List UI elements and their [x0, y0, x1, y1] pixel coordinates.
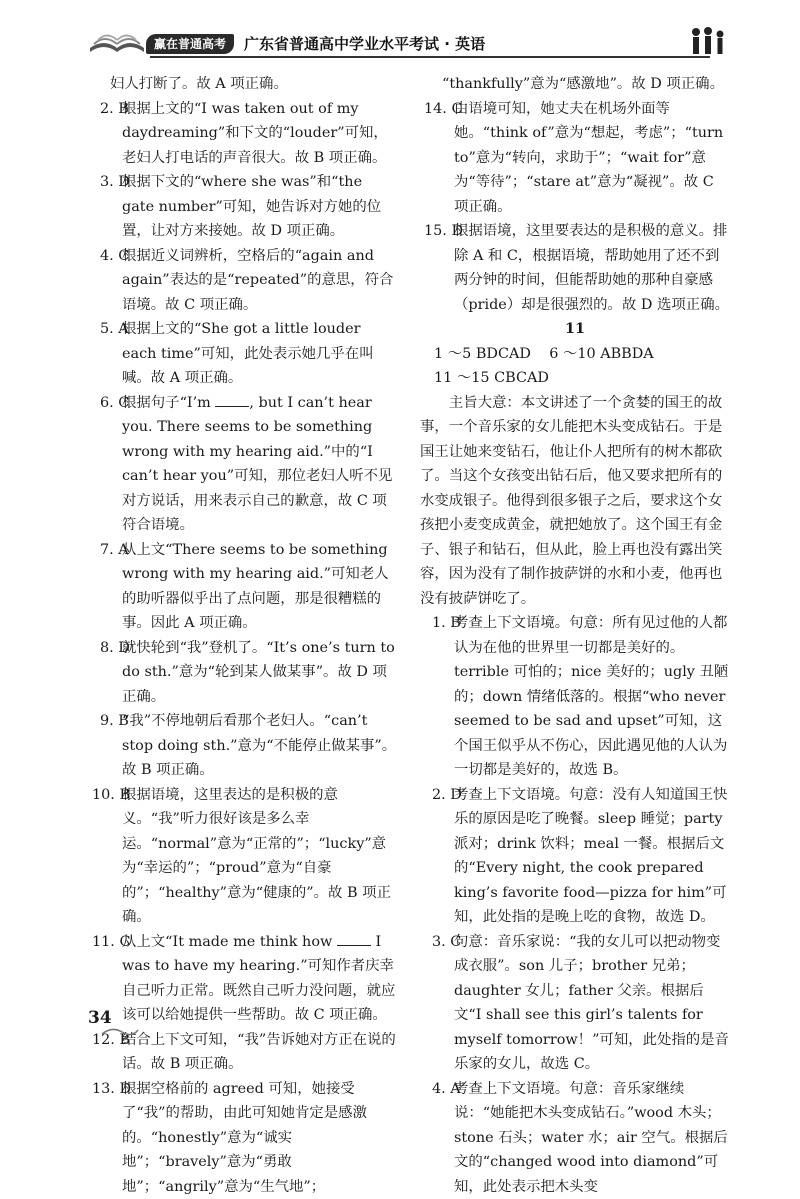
section-number: 11: [420, 317, 730, 342]
item-text-a: 根据句子“I’m: [122, 395, 215, 411]
fill-blank: [215, 394, 249, 407]
item-number: 12. B: [92, 1028, 130, 1053]
item-text: “我”不停地朝后看那个老妇人。“can’t stop doing sth.”意为“不能停止做某事”。故 B 项正确。: [122, 713, 396, 778]
item-number: 4. A: [432, 1077, 461, 1102]
item-text: 考查上下文语境。句意：所有见过他的人都认为在他的世界里一切都是美好的。terrible 可怕的；nice 美好的；ugly 丑陋的；down 情绪低落的。根据“who never seemed to be sad and upset”可知，这个国王似乎从不伤心，因此遇见他的人认为一切都是美好的，故选 B。: [454, 615, 728, 778]
right-column: [420, 72, 730, 1199]
answer-item-8: [88, 636, 398, 710]
item-number: 5. A: [100, 317, 129, 342]
answer-item-14: [420, 97, 730, 220]
item-text: 考查上下文语境。句意：没有人知道国王快乐的原因是吃了晚餐。sleep 睡觉；party 派对；drink 饮料；meal 一餐。根据后文的“Every night, the cook prepared king’s favorite food—pizza for him”可知，此处指的是晚上吃的食物，故选 D。: [454, 787, 727, 926]
item-text-a: 从上文“It made me think how: [122, 934, 337, 950]
summary-paragraph: 主旨大意：本文讲述了一个贪婪的国王的故事，一个音乐家的女儿能把木头变成钻石。于是国王让她来变钻石，他让仆人把所有的树木都砍了。当这个女孩变出钻石后，他又要求把所有的水变成银子。他得到很多银子之后，要求这个女孩把小麦变成黄金，就把她放了。这个国王有金子、银子和钻石，但从此，脸上再也没有露出笑容，因为没有了制作披萨饼的水和小麦，他再也没有披萨饼吃了。: [420, 391, 730, 612]
continued-paragraph: “thankfully”意为“感激地”。故 D 项正确。: [420, 72, 730, 97]
item-text: 就快轮到“我”登机了。“It’s one’s turn to do sth.”意为“轮到某人做某事”。故 D 项正确。: [122, 640, 395, 705]
item-text: 根据语境，这里要表达的是积极的意义。排除 A 和 C，根据语境，帮助她用了还不到两分钟的时间，但能帮助她的那种自豪感（pride）却是很强烈的。故 D 选项正确。: [454, 223, 729, 313]
item-number: 1. B: [432, 611, 461, 636]
answer-item-9: [88, 709, 398, 783]
item-number: 4. C: [100, 244, 129, 269]
continued-paragraph: 妇人打断了。故 A 项正确。: [88, 72, 398, 97]
answer-item-11: [88, 930, 398, 1028]
header-title: 广东省普通高中学业水平考试 · 英语: [244, 33, 485, 55]
open-book-icon: [88, 22, 146, 56]
answer-item-2: [88, 97, 398, 171]
item-number: 2. B: [100, 97, 129, 122]
item-text: 根据上文的“She got a little louder each time”可知，此处表示她几乎在叫喊。故 A 项正确。: [122, 321, 374, 386]
answer-item-10: [88, 783, 398, 930]
item-text-b: I was to have my hearing.”可知作者庆幸自己听力正常。既然自己听力没问题，就应该可以给她提供一些帮助。故 C 项正确。: [122, 934, 395, 1024]
page-header: [0, 0, 800, 72]
answer-item-13: [88, 1077, 398, 1199]
item-number: 10. B: [92, 783, 130, 808]
item-number: 9. B: [100, 709, 129, 734]
item-text: 结合上下文可知，“我”告诉她对方正在说的话。故 B 项正确。: [122, 1032, 396, 1073]
item-text: 根据语境，这里表达的是积极的意义。“我”听力很好该是多么幸运。“normal”意为“正常的”；“lucky”意为“幸运的”；“proud”意为“自豪的”；“healthy”意为“健康的”。故 B 项正确。: [122, 787, 391, 926]
item-text: 从上文“There seems to be something wrong with my hearing aid.”可知老人的助听器似乎出了点问题，那是很糟糕的事。因此 A 项正确。: [122, 542, 389, 632]
answer-item-7: [88, 538, 398, 636]
explain-item-4: [420, 1077, 730, 1199]
answer-item-6: [88, 391, 398, 538]
item-number: 6. C: [100, 391, 129, 416]
item-text: 由语境可知，她丈夫在机场外面等她。“think of”意为“想起，考虑”；“turn to”意为“转向，求助于”；“wait for”意为“等待”；“stare at”意为“凝视”。故 C 项正确。: [454, 101, 723, 215]
item-text: 句意：音乐家说：“我的女儿可以把动物变成衣服”。son 儿子；brother 兄弟；daughter 女儿；father 父亲。根据后文“I shall see this girl’s talents for myself tomorrow！”可知，此处指的是音乐家的女儿，故选 C。: [454, 934, 729, 1073]
item-text: 根据空格前的 agreed 可知，她接受了“我”的帮助，由此可知她肯定是感激的。“honestly”意为“诚实地”；“bravely”意为“勇敢地”；“angrily”意为“生气地”；: [122, 1081, 367, 1195]
answer-item-3: [88, 170, 398, 244]
item-text: 根据下文的“where she was”和“the gate number”可知，她告诉对方她的位置，让对方来接她。故 D 项正确。: [122, 174, 381, 239]
explain-item-2: [420, 783, 730, 930]
series-badge: 赢在普通高考: [146, 34, 234, 54]
explain-item-1: [420, 611, 730, 783]
item-number: 3. C: [432, 930, 461, 955]
item-text: 考查上下文语境。句意：音乐家继续说：“她能把木头变成钻石。”wood 木头；stone 石头；water 水；air 空气。根据后文的“changed wood into diamond”可知，此处表示把木头变: [454, 1081, 728, 1195]
answer-item-4: [88, 244, 398, 318]
item-number: 7. A: [100, 538, 129, 563]
item-text: 根据近义词辨析，空格后的“again and again”表达的是“repeated”的意思，符合语境。故 C 项正确。: [122, 248, 393, 313]
answer-item-15: [420, 219, 730, 317]
item-number: 13. D: [92, 1077, 131, 1102]
page-number: 34: [88, 1008, 112, 1028]
answer-key-line-2: 11 ～15 CBCAD: [420, 366, 730, 391]
decorative-swirl-icon: [100, 1026, 140, 1038]
people-icon: [688, 26, 728, 56]
item-number: 3. D: [100, 170, 130, 195]
item-number: 14. C: [424, 97, 462, 122]
answer-key-line-1: 1 ～5 BDCAD 6 ～10 ABBDA: [420, 342, 730, 367]
item-number: 11. C: [92, 930, 130, 955]
item-text: 根据上文的“I was taken out of my daydreaming”和下文的“louder”可知，老妇人打电话的声音很大。故 B 项正确。: [122, 101, 388, 166]
item-number: 15. D: [424, 219, 463, 244]
item-number: 8. D: [100, 636, 130, 661]
answer-item-5: [88, 317, 398, 391]
item-text-b: , but I can’t hear you. There seems to be something wrong with my hearing aid.”中的“I can’t hear you”可知，那位老妇人听不见对方说话，用来表示自己的歉意，故 C 项符合语境。: [122, 395, 392, 534]
explain-item-3: [420, 930, 730, 1077]
fill-blank: [337, 933, 371, 946]
item-number: 2. D: [432, 783, 462, 808]
